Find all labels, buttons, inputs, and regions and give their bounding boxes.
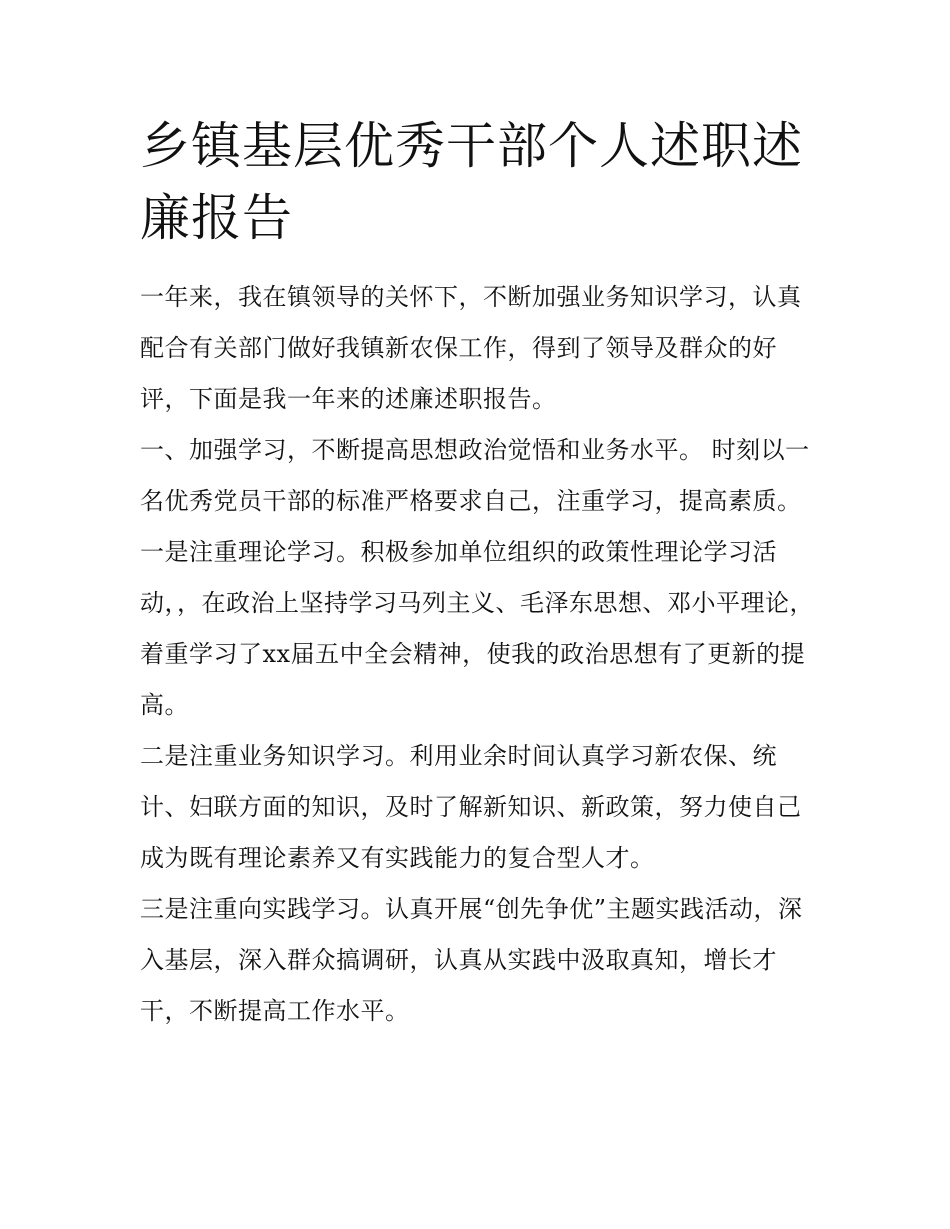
document-body [140,110,820,1037]
document-title: 乡镇基层优秀干部个人述职述廉报告 [140,117,803,247]
paragraph-section-one: 一、加强学习，不断提高思想政治觉悟和业务水平。 时刻以一名优秀党员干部的标准严格要求自己，注重学习，提高素质。 [140,436,810,515]
paragraph-business-study: 二是注重业务知识学习。利用业余时间认真学习新农保、统计、妇联方面的知识，及时了解新知识、新政策，努力使自己成为既有理论素养又有实践能力的复合型人才。 [140,742,802,872]
paragraph-intro: 一年来，我在镇领导的关怀下，不断加强业务知识学习，认真配合有关部门做好我镇新农保工作，得到了领导及群众的好评，下面是我一年来的述廉述职报告。 [140,283,802,413]
paragraph-practice-study: 三是注重向实践学习。认真开展“创先争优”主题实践活动，深入基层，深入群众搞调研，认真从实践中汲取真知，增长才干，不断提高工作水平。 [140,895,803,1025]
paragraph-theory-study: 一是注重理论学习。积极参加单位组织的政策性理论学习活动，，在政治上坚持学习马列主义、毛泽东思想、邓小平理论，着重学习了xx届五中全会精神，使我的政治思想有了更新的提高。 [140,538,814,719]
